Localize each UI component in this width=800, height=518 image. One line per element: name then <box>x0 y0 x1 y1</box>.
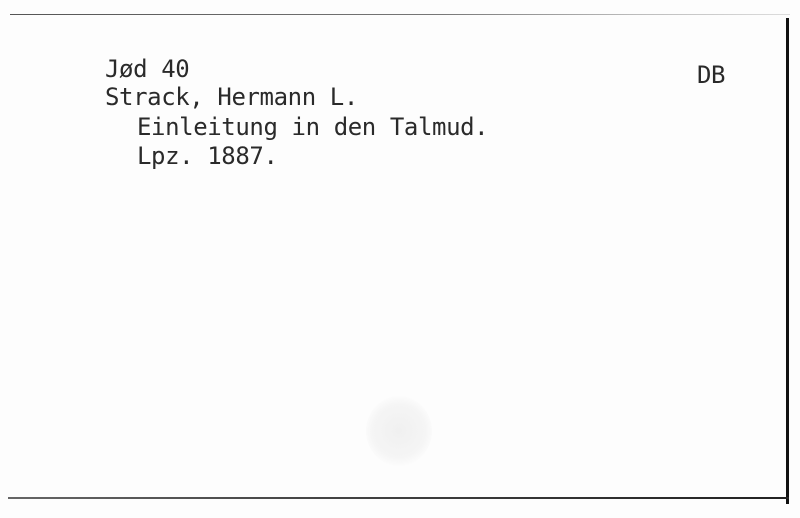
imprint: Lpz. 1887. <box>137 142 278 170</box>
shelfmark: Jød 40 <box>105 55 190 83</box>
card-top-edge <box>10 14 790 15</box>
card-right-edge <box>786 18 789 504</box>
title: Einleitung in den Talmud. <box>137 113 489 141</box>
paper-smudge <box>366 396 432 466</box>
location-code: DB <box>697 61 726 89</box>
card-bottom-edge <box>8 497 789 499</box>
author: Strack, Hermann L. <box>105 83 358 111</box>
